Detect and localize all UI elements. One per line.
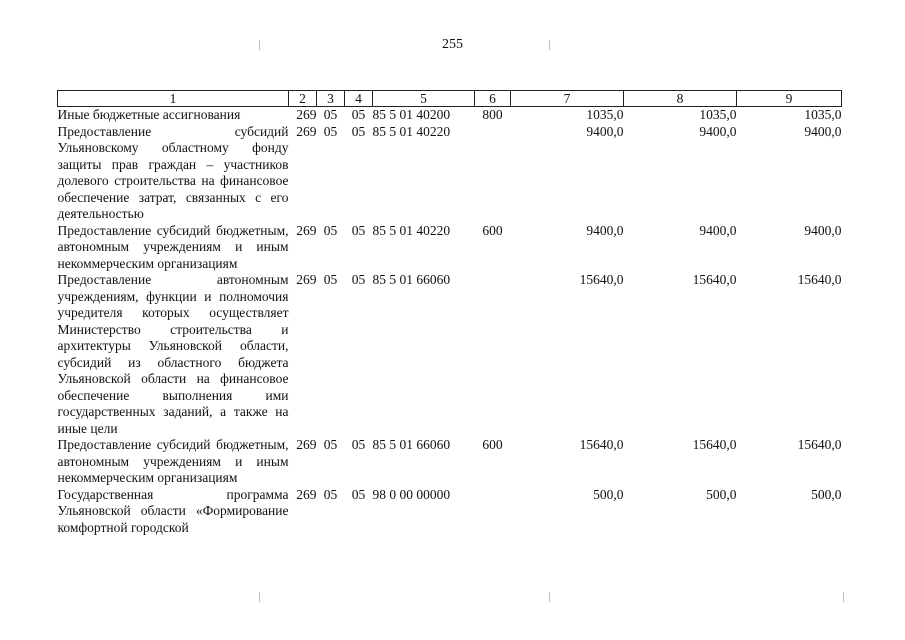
cell-c5: 85 5 01 40200 (372, 107, 451, 122)
header-cell: 5 (373, 91, 475, 107)
cell-c9: 15640,0 (797, 272, 842, 287)
cell-c7: 9400,0 (586, 222, 624, 238)
page-number: 255 (442, 37, 463, 52)
table-row (58, 487, 842, 537)
cell-c3: 05 (323, 437, 338, 452)
table-row (58, 272, 842, 437)
scan-artifact-line (259, 592, 260, 602)
cell-c3: 05 (323, 123, 338, 139)
cell-c9: 9400,0 (804, 123, 842, 139)
cell-c5: 98 0 00 00000 (372, 486, 451, 502)
cell-c7: 15640,0 (579, 272, 624, 287)
cell-c4: 05 (351, 486, 366, 502)
cell-c3: 05 (323, 272, 338, 287)
table-row (58, 124, 842, 223)
header-cell: 7 (511, 91, 624, 107)
cell-c5: 85 5 01 40220 (372, 222, 451, 238)
header-cell: 2 (289, 91, 317, 107)
table-row (58, 107, 842, 124)
table-row (58, 223, 842, 273)
cell-c6: 600 (482, 222, 503, 238)
scan-artifact-line (549, 40, 550, 50)
header-cell: 3 (317, 91, 345, 107)
cell-c2: 269 (296, 123, 317, 139)
scan-artifact-line (549, 592, 550, 602)
budget-table (57, 90, 842, 536)
cell-c8: 15640,0 (692, 272, 737, 287)
cell-c2: 269 (296, 486, 317, 502)
row-name: Предоставление субсидий бюджетным, автономным учреждениям и иным некоммерческим организациям (57, 222, 289, 271)
cell-c5: 85 5 01 66060 (372, 437, 451, 452)
header-cell: 9 (737, 91, 842, 107)
cell-c7: 15640,0 (579, 437, 624, 452)
cell-c6 (475, 272, 511, 437)
row-name: Предоставление субсидий бюджетным, автономным учреждениям и иным некоммерческим организациям (57, 437, 289, 485)
cell-c3: 05 (323, 222, 338, 238)
table-row (58, 437, 842, 487)
cell-c7: 500,0 (593, 486, 624, 502)
cell-c6 (475, 487, 511, 537)
cell-c6: 600 (482, 437, 503, 452)
cell-c2: 269 (296, 222, 317, 238)
cell-c8: 15640,0 (692, 437, 737, 452)
header-cell: 4 (345, 91, 373, 107)
cell-c3: 05 (323, 107, 338, 122)
row-name: Предоставление автономным учреждениям, функции и полномочия учредителя которых осуществляет Министерство строительства и архитектуры Ульяновской области, субсидий из областного бюджета Ульяновской области на финансовое обеспечение выполнения ими государственных заданий, а также на иные цели (57, 272, 289, 436)
cell-c6: 800 (482, 107, 503, 122)
header-cell: 8 (624, 91, 737, 107)
cell-c3: 05 (323, 486, 338, 502)
cell-c9: 9400,0 (804, 222, 842, 238)
scan-artifact-line (843, 592, 844, 602)
cell-c8: 9400,0 (699, 123, 737, 139)
scan-artifact-line (259, 40, 260, 50)
cell-c4: 05 (351, 123, 366, 139)
cell-c7: 9400,0 (586, 123, 624, 139)
cell-c4: 05 (351, 107, 366, 122)
cell-c4: 05 (351, 437, 366, 452)
cell-c2: 269 (296, 437, 317, 452)
cell-c9: 1035,0 (804, 107, 842, 122)
cell-c6 (475, 124, 511, 223)
cell-c7: 1035,0 (586, 107, 624, 122)
cell-c4: 05 (351, 222, 366, 238)
cell-c5: 85 5 01 66060 (372, 272, 451, 287)
cell-c8: 500,0 (706, 486, 737, 502)
cell-c9: 15640,0 (797, 437, 842, 452)
cell-c2: 269 (296, 272, 317, 287)
row-name: Предоставление субсидий Ульяновскому областному фонду защиты прав граждан – участников долевого строительства на финансовое обеспечение затрат, связанных с его деятельностью (57, 123, 289, 221)
cell-c4: 05 (351, 272, 366, 287)
row-name: Государственная программа Ульяновской области «Формирование комфортной городской (57, 486, 289, 535)
header-cell: 6 (475, 91, 511, 107)
cell-c9: 500,0 (811, 486, 842, 502)
cell-c8: 9400,0 (699, 222, 737, 238)
table-header-row (58, 91, 842, 107)
cell-c8: 1035,0 (699, 107, 737, 122)
cell-c5: 85 5 01 40220 (372, 123, 451, 139)
row-name: Иные бюджетные ассигнования (57, 107, 241, 122)
header-cell: 1 (58, 91, 289, 107)
cell-c2: 269 (296, 107, 317, 122)
